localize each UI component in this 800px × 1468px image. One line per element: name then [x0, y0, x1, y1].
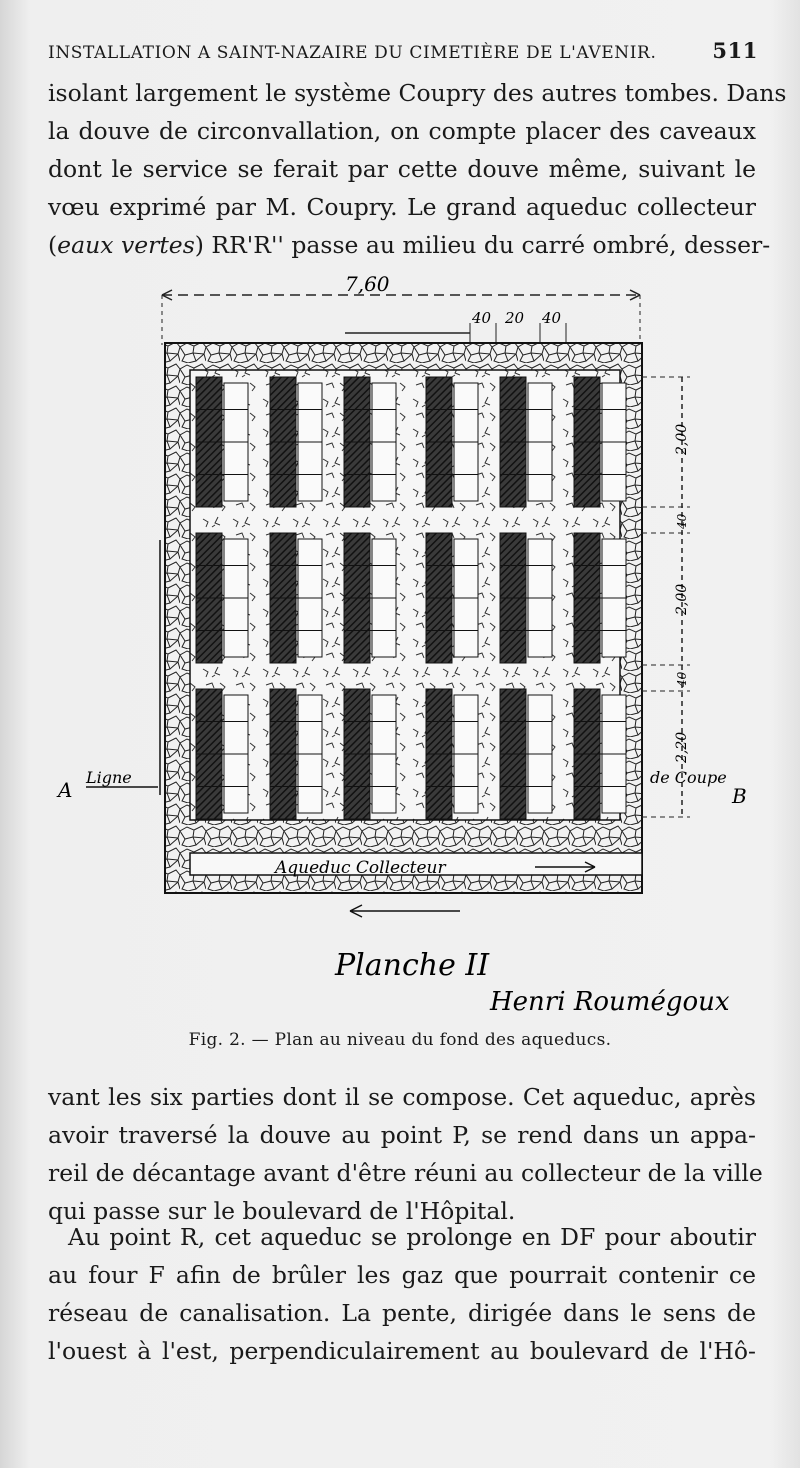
italic-text: eaux vertes	[57, 231, 195, 259]
text-line: qui passe sur le boulevard de l'Hôpital.	[48, 1197, 516, 1225]
text-fragment: (	[48, 231, 58, 259]
plan-figure	[50, 275, 770, 1065]
dim-right-2: 40	[675, 513, 689, 529]
figure-caption: Fig. 2. — Plan au niveau du fond des aqueducs.	[188, 1030, 612, 1050]
text-line: avoir traversé la douve au point P, se rend dans un appa-	[48, 1121, 756, 1149]
dim-right-3: 2,00	[674, 583, 690, 615]
text-line: vant les six parties dont il se compose. Cet aqueduc, après	[48, 1083, 756, 1111]
text-line: isolant largement le système Coupry des autres tombes. Dans	[48, 79, 787, 107]
dimension-top	[162, 275, 640, 345]
running-head	[48, 38, 758, 63]
text-line: la douve de circonvallation, on compte placer des caveaux	[48, 117, 756, 145]
dim-right-4: 40	[675, 671, 689, 687]
text-line	[48, 226, 771, 264]
paragraph-last	[48, 1218, 756, 1370]
dim-top-a: 40	[472, 309, 492, 327]
dimension-right	[642, 377, 690, 817]
dim-top-b: 20	[505, 309, 525, 327]
text-line: l'ouest à l'est, perpendiculairement au boulevard de l'Hô-	[48, 1337, 756, 1365]
running-title: INSTALLATION A SAINT-NAZAIRE DU CIMETIÈRE DE L'AVENIR.	[48, 43, 657, 63]
text-fragment: ) RR'R'' passe au milieu du carré ombré, desser-	[194, 231, 771, 259]
label-b: B	[732, 784, 747, 808]
text-line: réseau de canalisation. La pente, dirigée dans le sens de	[48, 1299, 756, 1327]
paragraph-top	[48, 74, 787, 264]
label-de-coupe: de Coupe	[650, 768, 727, 787]
text-line: reil de décantage avant d'être réuni au collecteur de la ville	[48, 1159, 763, 1187]
signature: Henri Roumégoux	[490, 987, 730, 1017]
page-number: 511	[712, 38, 758, 63]
dim-right-5: 2,20	[674, 731, 690, 763]
dim-top-c: 40	[542, 309, 562, 327]
return-arrow	[350, 905, 460, 917]
text-line: vœu exprimé par M. Coupry. Le grand aqueduc collecteur	[48, 193, 756, 221]
text-line: au four F afin de brûler les gaz que pourrait contenir ce	[48, 1261, 756, 1289]
label-a: A	[58, 778, 73, 802]
inner-area	[190, 370, 620, 820]
dim-right-1: 2,00	[674, 423, 690, 455]
paragraph-bottom	[48, 1078, 763, 1230]
plate-title: Planche II	[335, 948, 490, 983]
text-line: Au point R, cet aqueduc se prolonge en DF pour aboutir	[68, 1223, 756, 1251]
aqueduct-label: Aqueduc Collecteur	[275, 858, 446, 878]
text-line: dont le service se ferait par cette douve même, suivant le	[48, 155, 756, 183]
label-ligne: Ligne	[86, 768, 132, 787]
dim-total: 7,60	[345, 275, 390, 296]
